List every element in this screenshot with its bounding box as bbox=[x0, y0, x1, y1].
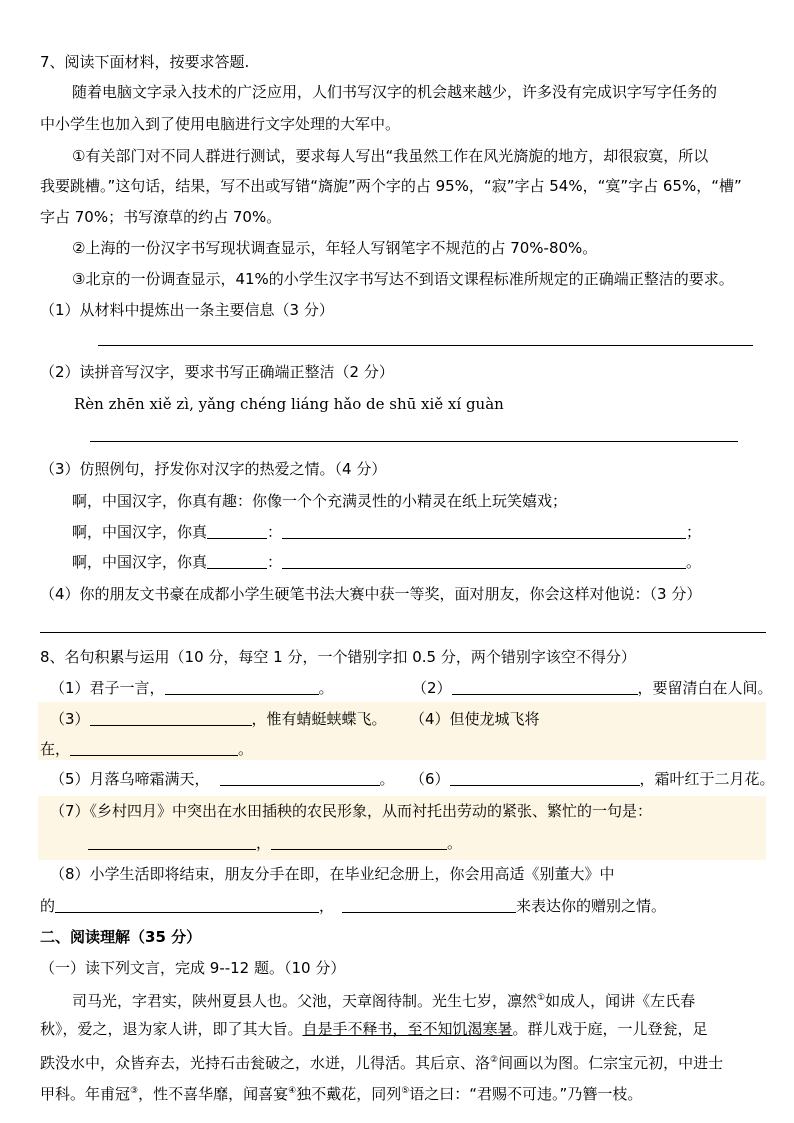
q8-item-5: （5）月落乌啼霜满天， 。 bbox=[50, 770, 395, 788]
q7-material: 字占 70%；书写潦草的约占 70%。 bbox=[40, 208, 282, 226]
q8-item-3: （3） ，惟有蜻蜓蛱蝶飞。 bbox=[50, 710, 387, 728]
q7-intro: 随着电脑文字录入技术的广泛应用，人们书写汉字的机会越来越少，许多没有完成识字写字任务的 bbox=[72, 83, 718, 101]
fill-blank[interactable] bbox=[282, 522, 686, 539]
fill-blank[interactable] bbox=[452, 678, 638, 695]
footnote-marker: ③ bbox=[130, 1086, 139, 1096]
q8-item-4: （4）但使龙城飞将 bbox=[410, 710, 540, 728]
q8-item-7-blanks: ， 。 bbox=[88, 832, 462, 854]
fill-blank[interactable] bbox=[282, 552, 686, 569]
classical-text-line: 秋》，爱之，退为家人讲，即了其大旨。自是手不释书，至不知饥渴寒暑。群儿戏于庭，一儿登瓮，足 bbox=[40, 1020, 708, 1038]
imitation-line-2: 啊，中国汉字，你真 ： 。 bbox=[72, 553, 702, 571]
q8-item-2: （2） ，要留清白在人间。 bbox=[412, 679, 773, 697]
q8-item-8: （8）小学生活即将结束，朋友分手在即，在毕业纪念册上，你会用高适《别董大》中 bbox=[50, 865, 615, 883]
classical-text-line: 司马光，字君实，陕州夏县人也。父池，天章阁待制。光生七岁，凛然①如成人，闻讲《左氏春 bbox=[72, 992, 696, 1010]
q7-material: ②上海的一份汉字书写现状调查显示，年轻人写钢笔字不规范的占 70%-80%。 bbox=[72, 239, 598, 257]
classical-text-line: 跌没水中，众皆弃去，光持石击瓮破之，水迸，儿得活。其后京、洛②间画以为图。仁宗宝元初，中进士 bbox=[40, 1054, 724, 1072]
q8-item-1: （1）君子一言， 。 bbox=[50, 679, 334, 697]
q7-sub2: （2）读拼音写汉字，要求书写正确端正整洁（2 分） bbox=[40, 363, 394, 381]
q8-item-7: （7）《乡村四月》中突出在水田插秧的农民形象，从而衬托出劳动的紧张、繁忙的一句是： bbox=[50, 802, 653, 820]
q8-title: 8、名句积累与运用（10 分，每空 1 分，一个错别字扣 0.5 分，两个错别字该空不得分） bbox=[40, 648, 636, 666]
answer-line[interactable] bbox=[98, 345, 753, 346]
q7-material: ①有关部门对不同人群进行测试，要求每人写出“我虽然工作在风光旖旎的地方，却很寂寞，所以 bbox=[72, 147, 709, 165]
fill-blank[interactable] bbox=[450, 769, 640, 786]
fill-blank[interactable] bbox=[220, 769, 380, 786]
fill-blank[interactable] bbox=[207, 552, 267, 569]
footnote-marker: ① bbox=[537, 993, 546, 1003]
answer-line[interactable] bbox=[40, 632, 766, 633]
footnote-marker: ② bbox=[490, 1055, 499, 1065]
q7-sub3: （3）仿照例句，抒发你对汉字的热爱之情。（4 分） bbox=[40, 460, 387, 478]
subsection-heading: （一）读下列文言，完成 9--12 题。（10 分） bbox=[40, 959, 346, 977]
q7-sub1: （1）从材料中提炼出一条主要信息（3 分） bbox=[40, 301, 334, 319]
footnote-marker: ④ bbox=[288, 1086, 297, 1096]
fill-blank[interactable] bbox=[88, 833, 256, 850]
footnote-marker: ⑤ bbox=[401, 1086, 410, 1096]
q8-item-4-cont: 在， 。 bbox=[40, 740, 254, 758]
fill-blank[interactable] bbox=[342, 896, 516, 913]
q7-title: 7、阅读下面材料，按要求答题. bbox=[40, 53, 250, 71]
fill-blank[interactable] bbox=[70, 739, 238, 756]
answer-line[interactable] bbox=[90, 441, 738, 442]
fill-prefix: 啊，中国汉字，你真 bbox=[72, 523, 208, 541]
pinyin-line: Rèn zhēn xiě zì, yǎng chéng liáng hǎo de shū xiě xí guàn bbox=[74, 395, 504, 413]
q8-item-6: （6） ，霜叶红于二月花。 bbox=[410, 770, 775, 788]
q7-material: 我要跳槽。”这句话，结果，写不出或写错“旖旎”两个字的占 95%，“寂”字占 54%，“寞”字占 65%，“槽” bbox=[40, 177, 742, 195]
section-heading: 二、阅读理解（35 分） bbox=[40, 928, 202, 946]
fill-blank[interactable] bbox=[90, 709, 252, 726]
classical-text-line: 甲科。年甫冠③，性不喜华靡，闻喜宴④独不戴花，同列⑤语之曰：“君赐不可违。”乃簪一枝。 bbox=[40, 1085, 643, 1103]
fill-prefix: 啊，中国汉字，你真 bbox=[72, 553, 208, 571]
fill-blank[interactable] bbox=[271, 833, 447, 850]
q7-sub4: （4）你的朋友文书豪在成都小学生硬笔书法大赛中获一等奖，面对朋友，你会这样对他说：（3 分） bbox=[40, 585, 702, 603]
q7-material: ③北京的一份调查显示，41%的小学生汉字书写达不到语文课程标准所规定的正确端正整洁的要求。 bbox=[72, 270, 734, 288]
fill-blank[interactable] bbox=[165, 678, 319, 695]
fill-blank[interactable] bbox=[207, 522, 267, 539]
example-sentence: 啊，中国汉字，你真有趣：你像一个个充满灵性的小精灵在纸上玩笑嬉戏； bbox=[72, 492, 568, 510]
underlined-sentence: 自是手不释书，至不知饥渴寒暑 bbox=[302, 1020, 513, 1038]
imitation-line-1: 啊，中国汉字，你真 ： ； bbox=[72, 523, 702, 541]
q7-intro: 中小学生也加入到了使用电脑进行文字处理的大军中。 bbox=[40, 115, 401, 133]
q8-item-8-cont: 的 ， 来表达你的赠别之情。 bbox=[40, 897, 667, 915]
fill-blank[interactable] bbox=[55, 896, 319, 913]
